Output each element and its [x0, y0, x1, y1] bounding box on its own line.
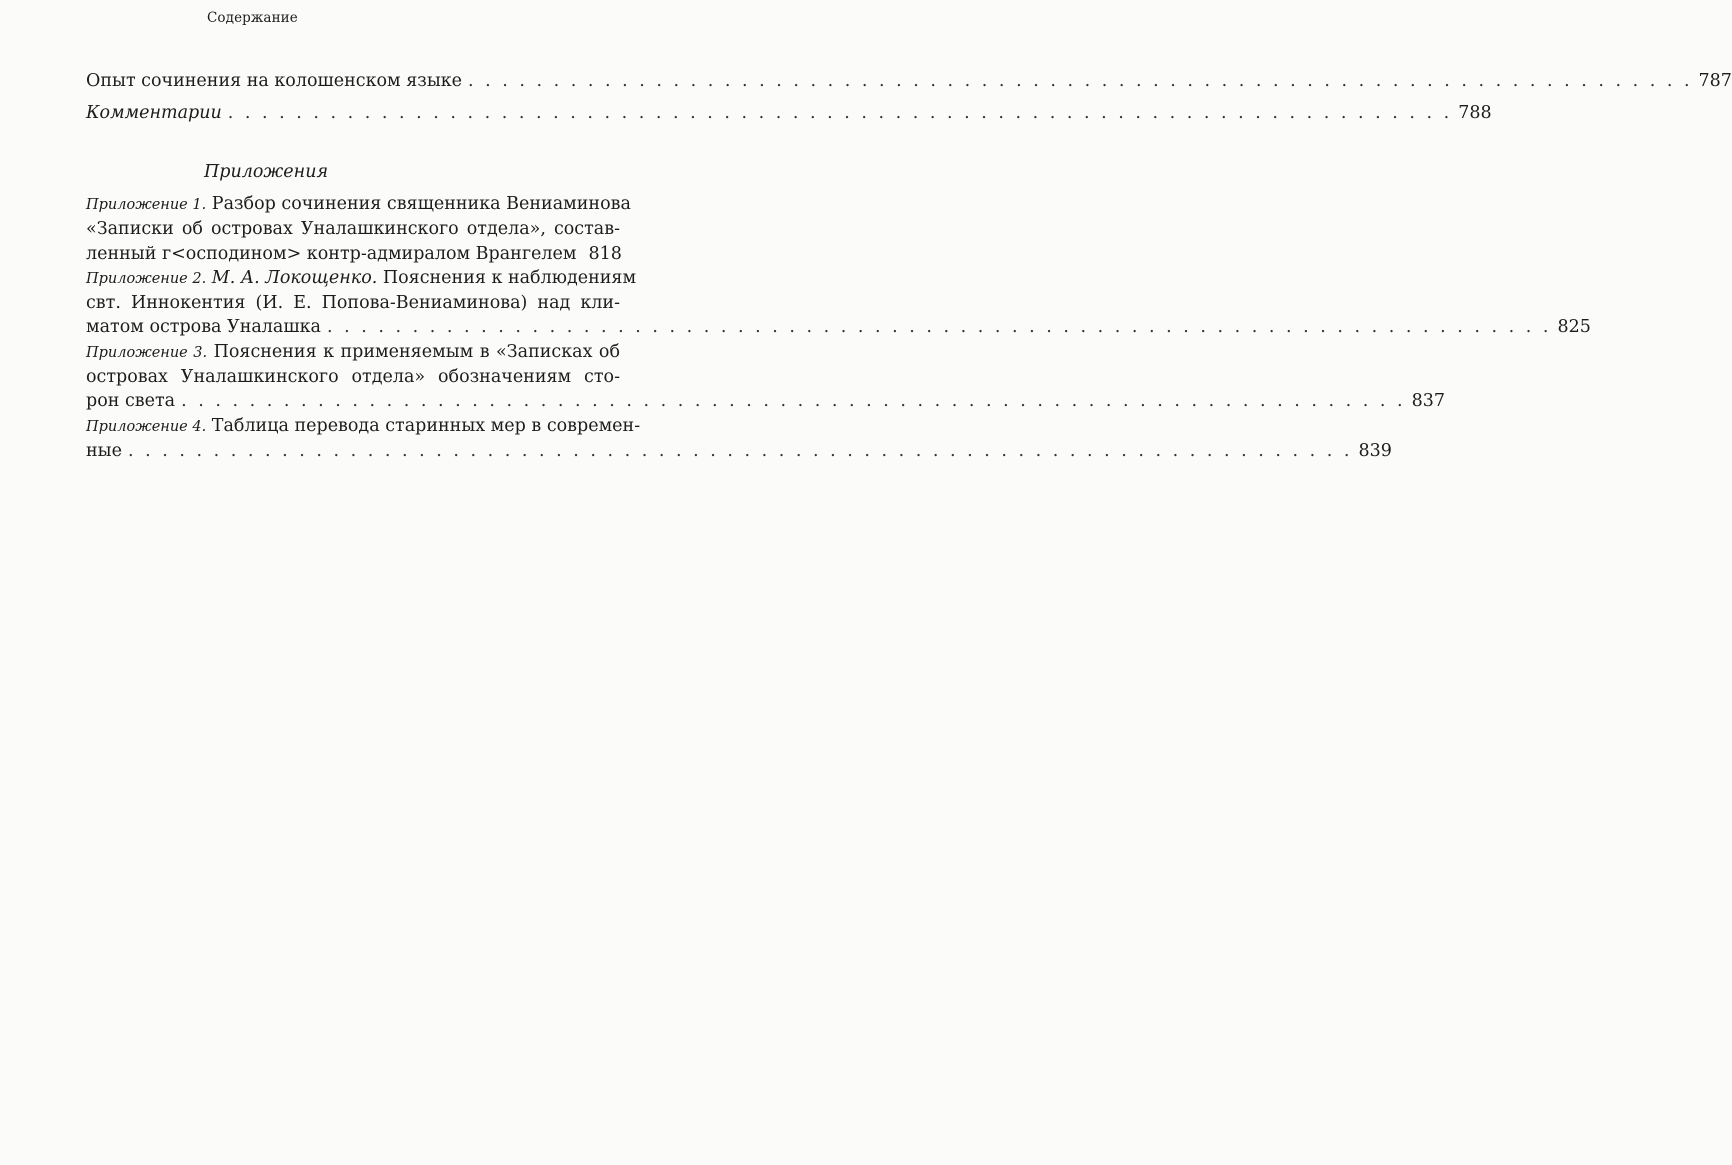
toc-appendix-4[interactable]	[86, 414, 1392, 464]
dot-leader: . . . . . . . . . . . . . . . . . . . . . . . . . . . . . . . . . . . . . . . . . . . . . . . . . . . . . . . . . . . . . . . . . . . . . . . .	[127, 440, 1353, 461]
appendix-text: Пояснения к применяемым в «Записках об	[213, 341, 620, 362]
appendix-text: Таблица перевода старинных мер в современ-	[211, 415, 641, 436]
toc-page-number: 837	[1411, 391, 1445, 412]
toc-entry-experience[interactable]	[86, 66, 1732, 96]
dot-leader: . . . . . . . . . . . . . . . . . . . . . . . . . . . . . . . . . . . . . . . . . . . . . . . . . . . . . . . . . . . . . . . . . . . . . . . .	[468, 71, 1693, 91]
appendix-text: ленный г<осподином> контр-адмиралом Врангелем	[86, 243, 577, 264]
appendix-line	[86, 217, 620, 241]
appendix-text: Разбор сочинения священника Вениаминова	[211, 194, 631, 214]
appendix-text: «Записки об островах Уналашкинского отдела», состав-	[86, 219, 620, 240]
dot-leader: . . . . . . . . . . . . . . . . . . . . . . . . . . . . . . . . . . . . . . . . . . . . . . . . . . . . . . . . . . . . . . . . . . . . . . . .	[326, 317, 1552, 338]
appendix-line	[86, 365, 620, 389]
appendix-label: Приложение 3.	[86, 344, 208, 361]
appendix-line	[86, 192, 631, 217]
toc-page-number: 825	[1557, 317, 1591, 338]
appendix-text: Пояснения к наблюдениям	[382, 267, 637, 288]
appendix-line	[86, 315, 1591, 339]
dot-leader: . . . . . . . . . . . . . . . . . . . . . . . . . . . . . . . . . . . . . . . . . . . . . . . . . . . . . . . . . . . . . . . . . . . . . . . .	[181, 391, 1406, 412]
toc-entry-title: Опыт сочинения на колошенском языке	[86, 71, 463, 91]
appendix-label: Приложение 4.	[86, 418, 207, 435]
toc-entry-comments[interactable]	[86, 98, 1492, 128]
appendix-text: ные	[86, 440, 122, 461]
appendix-line	[86, 389, 1445, 413]
toc-page-number: 788	[1458, 103, 1492, 123]
appendix-label: Приложение 1.	[86, 197, 207, 213]
appendix-author: М. А. Локощенко.	[211, 267, 378, 288]
dot-leader: . . . . . . . . . . . . . . . . . . . . . . . . . . . . . . . . . . . . . . . . . . . . . . . . . . . . . . . . . . . . . . . . . . . . . . . .	[227, 103, 1453, 123]
appendix-line	[86, 340, 620, 365]
toc-page-number: 839	[1358, 440, 1392, 461]
appendix-text: матом острова Уналашка	[86, 317, 321, 338]
appendix-list	[86, 192, 1591, 463]
appendix-line	[86, 439, 1392, 463]
appendix-text: рон света	[86, 391, 176, 412]
appendix-line	[86, 291, 620, 315]
toc-entry-title: Комментарии	[86, 103, 222, 123]
running-head: Содержание	[207, 10, 298, 26]
appendix-label: Приложение 2.	[86, 270, 207, 287]
appendix-line	[86, 266, 637, 291]
appendix-text: островах Уналашкинского отдела» обозначениям сто-	[86, 367, 620, 388]
appendix-line	[86, 242, 620, 266]
appendix-text: свт. Иннокентия (И. Е. Попова-Вениаминова) над кли-	[86, 293, 620, 314]
toc-appendix-3[interactable]	[86, 340, 1445, 414]
toc-page-number: 787	[1698, 71, 1732, 91]
toc-appendix-1[interactable]	[86, 192, 631, 266]
toc-appendix-2[interactable]	[86, 266, 1591, 340]
appendices-heading: Приложения	[204, 162, 329, 182]
appendix-line	[86, 414, 641, 439]
table-of-contents	[86, 66, 1732, 463]
toc-page-number: 818	[588, 243, 622, 264]
